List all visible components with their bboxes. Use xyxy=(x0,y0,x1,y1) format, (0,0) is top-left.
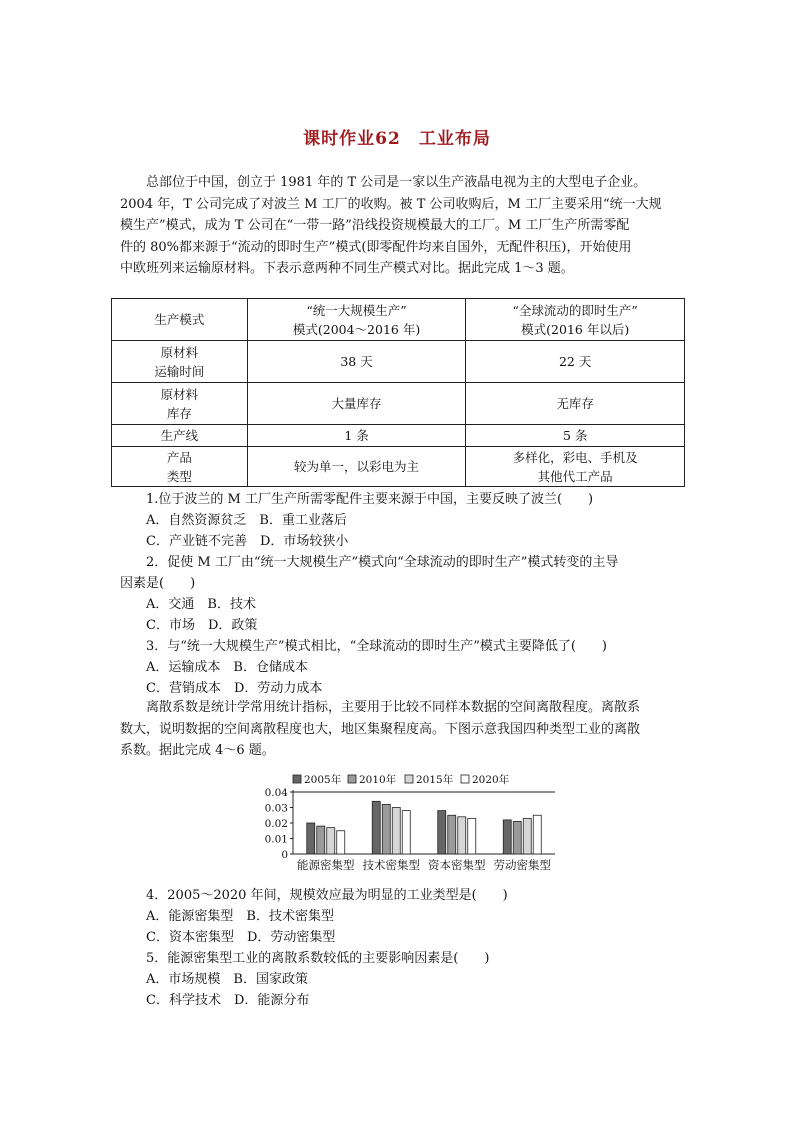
legend-label: 2005年 xyxy=(304,774,342,786)
table-row xyxy=(112,341,685,383)
legend-swatch xyxy=(405,775,413,783)
question-stem-continued: 因素是( ) xyxy=(120,576,196,591)
production-mode-table xyxy=(111,298,685,487)
question-group-1 xyxy=(120,489,686,699)
passage-1-line: 总部位于中国，创立于 1981 年的 T 公司是一家以生产液晶电视为主的大型电子企业。 xyxy=(146,175,647,190)
header-col1-line1: “统一大规模生产” xyxy=(306,302,407,318)
answer-option: C．市场 D．政策 xyxy=(146,618,258,633)
answer-option: C．产业链不完善 D．市场较狭小 xyxy=(146,534,349,549)
row-label xyxy=(112,341,248,383)
legend-swatch xyxy=(348,775,356,783)
table-row xyxy=(112,447,685,487)
bar xyxy=(438,811,446,854)
row-label xyxy=(112,383,248,425)
dispersion-coefficient-chart xyxy=(255,768,565,872)
question-stem: 3．与“统一大规模生产”模式相比，“全球流动的即时生产”模式主要降低了( ) xyxy=(146,639,607,654)
passage-2-line: 离散系数是统计学常用统计指标，主要用于比较不同样本数据的空间离散程度。离散系 xyxy=(146,700,641,715)
table-row xyxy=(112,425,685,447)
question-group-2 xyxy=(146,885,686,1011)
legend-swatch xyxy=(461,775,469,783)
bar xyxy=(327,828,335,854)
chart-svg xyxy=(255,768,565,872)
bar xyxy=(382,804,390,854)
row-col2: 22 天 xyxy=(466,341,685,383)
passage-1-line: 模生产”模式，成为 T 公司在“一带一路”沿线投资规模最大的工厂。M 工厂生产所需零配 xyxy=(120,218,630,233)
passage-1 xyxy=(120,172,680,280)
x-category-label: 资本密集型 xyxy=(428,858,486,872)
bar xyxy=(458,817,466,854)
passage-1-line: 2004 年，T 公司完成了对波兰 M 工厂的收购。被 T 公司收购后，M 工厂主要采用“统一大规 xyxy=(120,196,662,212)
legend-label: 2015年 xyxy=(416,774,454,786)
bar xyxy=(317,826,325,854)
question-stem: 4．2005～2020 年间，规模效应最为明显的工业类型是( ) xyxy=(146,888,508,903)
table-header-label: 生产模式 xyxy=(112,299,248,341)
row-label-line2: 库存 xyxy=(166,405,192,421)
answer-option: A．自然资源贫乏 B．重工业落后 xyxy=(146,513,347,528)
y-tick-label: 0 xyxy=(281,849,288,861)
page-title: 课时作业62 工业布局 xyxy=(303,129,491,149)
header-col2-line1: “全球流动的即时生产” xyxy=(512,302,638,318)
bar xyxy=(448,815,456,854)
row-label-line1: 产品 xyxy=(166,449,192,465)
legend-label: 2020年 xyxy=(472,774,510,786)
row-label: 生产线 xyxy=(112,425,248,447)
table-header-row xyxy=(112,299,685,341)
row-col1: 1 条 xyxy=(247,425,466,447)
question-stem: 1.位于波兰的 M 工厂生产所需零配件主要来源于中国，主要反映了波兰( ) xyxy=(146,492,594,507)
x-category-label: 技术密集型 xyxy=(362,858,420,872)
answer-option: A．能源密集型 B．技术密集型 xyxy=(146,909,334,924)
answer-option: A．运输成本 B．仓储成本 xyxy=(146,660,308,675)
row-label xyxy=(112,447,248,487)
row-col1: 较为单一，以彩电为主 xyxy=(247,447,466,487)
bar xyxy=(307,823,315,854)
bar xyxy=(523,818,531,854)
y-tick-label: 0.04 xyxy=(264,787,288,799)
row-label-line2: 类型 xyxy=(166,468,192,484)
answer-option: A．市场规模 B．国家政策 xyxy=(146,972,308,987)
passage-2-line: 系数。据此完成 4～6 题。 xyxy=(120,743,275,758)
answer-option: C．营销成本 D．劳动力成本 xyxy=(146,681,323,696)
row-col2-line2: 其他代工产品 xyxy=(537,468,613,484)
table-row xyxy=(112,383,685,425)
table-header-col2 xyxy=(466,299,685,341)
table-header-col1 xyxy=(247,299,466,341)
bar xyxy=(533,815,541,854)
header-col2-line2: 模式(2016 年以后) xyxy=(521,321,630,337)
row-col1: 大量库存 xyxy=(247,383,466,425)
y-tick-label: 0.03 xyxy=(264,802,288,815)
bar xyxy=(392,808,400,855)
answer-option: C．资本密集型 D．劳动密集型 xyxy=(146,930,336,945)
header-col1-line2: 模式(2004～2016 年) xyxy=(292,321,421,337)
row-col2: 5 条 xyxy=(466,425,685,447)
question-stem: 2．促使 M 工厂由“统一大规模生产”模式向“全球流动的即时生产”模式转变的主导 xyxy=(146,555,619,570)
passage-2 xyxy=(120,697,680,762)
bar xyxy=(503,820,511,854)
answer-option: C．科学技术 D．能源分布 xyxy=(146,993,310,1008)
legend-label: 2010年 xyxy=(359,774,397,786)
bar xyxy=(513,821,521,854)
row-label-line1: 原材料 xyxy=(160,386,199,402)
bar xyxy=(337,831,345,854)
passage-1-line: 中欧班列来运输原材料。下表示意两种不同生产模式对比。据此完成 1～3 题。 xyxy=(120,261,574,276)
row-col2 xyxy=(466,447,685,487)
question-stem: 5．能源密集型工业的离散系数较低的主要影响因素是( ) xyxy=(146,951,490,966)
bar xyxy=(372,801,380,854)
row-label-line2: 运输时间 xyxy=(154,363,205,379)
legend-swatch xyxy=(293,775,301,783)
x-category-label: 能源密集型 xyxy=(297,858,355,872)
row-col2: 无库存 xyxy=(466,383,685,425)
bar xyxy=(402,811,410,854)
passage-2-line: 数大，说明数据的空间离散程度也大，地区集聚程度高。下图示意我国四种类型工业的离散 xyxy=(120,721,641,737)
bar xyxy=(468,818,476,854)
passage-1-line: 件的 80%都来源于“流动的即时生产”模式(即零配件均来自国外，无配件积压)，开始使用 xyxy=(120,239,632,255)
answer-option: A．交通 B．技术 xyxy=(146,597,256,612)
row-col1: 38 天 xyxy=(247,341,466,383)
y-tick-label: 0.01 xyxy=(264,833,288,846)
x-category-label: 劳动密集型 xyxy=(493,858,551,872)
row-col2-line1: 多样化，彩电、手机及 xyxy=(512,449,638,465)
y-tick-label: 0.02 xyxy=(264,818,288,830)
row-label-line1: 原材料 xyxy=(160,344,199,360)
